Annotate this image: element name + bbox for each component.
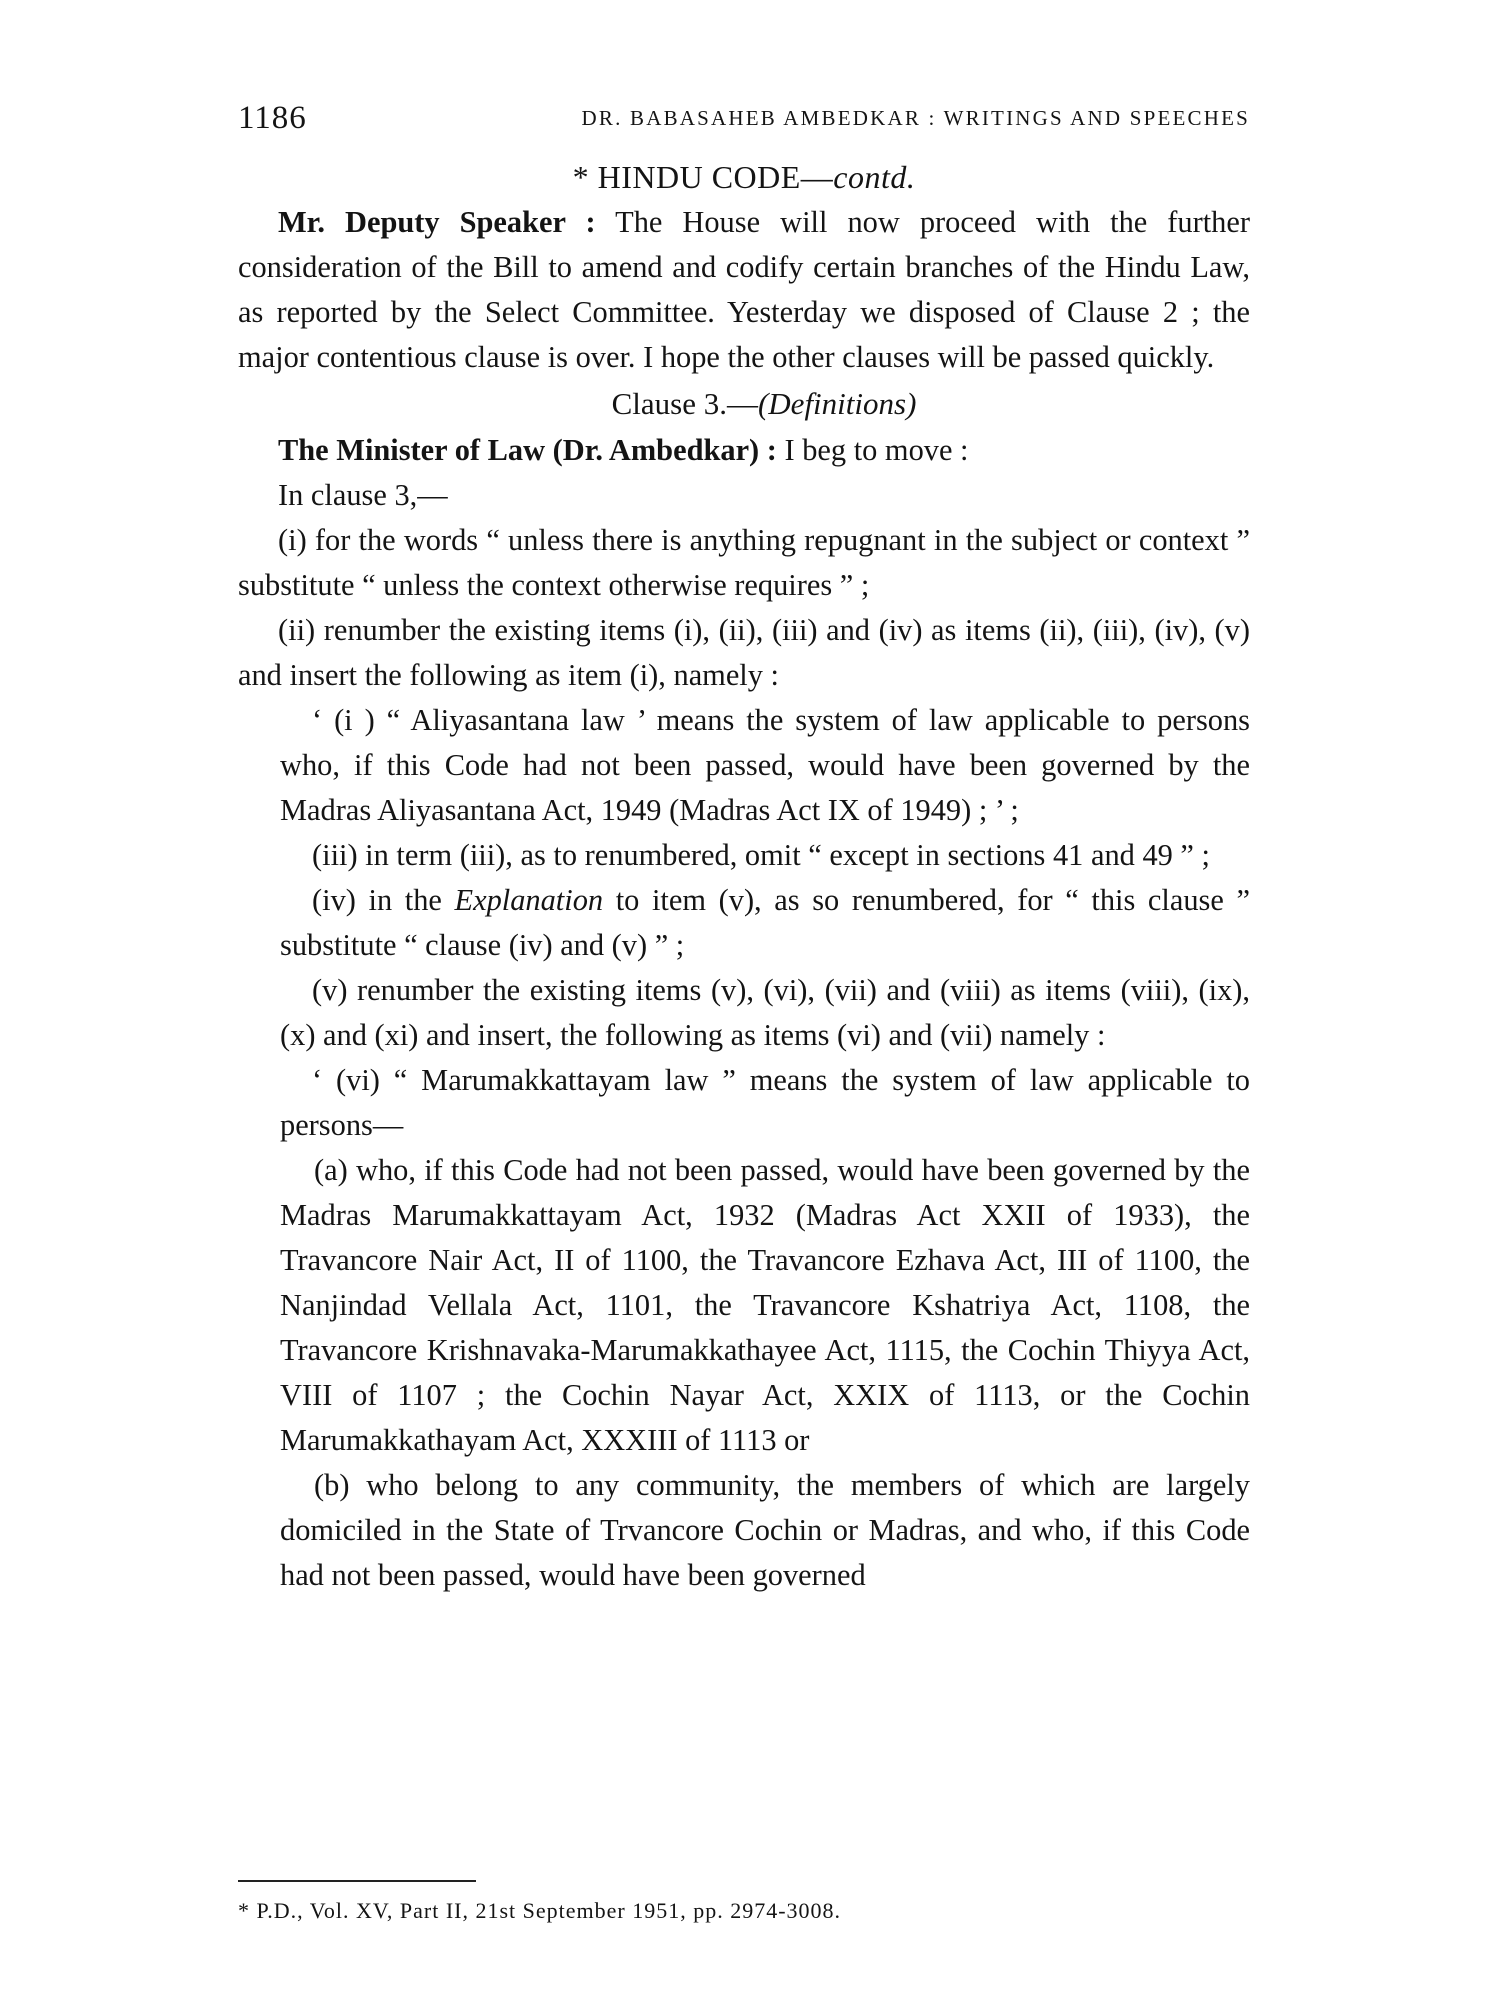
amendment-item-iv: [280, 878, 1250, 968]
minister-paragraph: [238, 428, 1250, 473]
item-iv-explanation: Explanation: [454, 883, 604, 917]
subclause-b: (b) who belong to any community, the members of which are largely domiciled in the State of Trvancore Cochin or Madras, and who, if this Code had not been passed, would have been governed: [280, 1468, 1250, 1592]
amendment-item-i: (i) for the words “ unless there is anything repugnant in the subject or context ” substitute “ unless the context otherwise requires ” ;: [238, 523, 1250, 602]
running-title: DR. BABASAHEB AMBEDKAR : WRITINGS AND SPEECHES: [581, 106, 1250, 130]
amendment-item-ii: (ii) renumber the existing items (i), (ii), (iii) and (iv) as items (ii), (iii), (iv), (v) and insert the following as item (i), namely :: [238, 613, 1250, 692]
speaker-name: The Minister of Law (Dr. Ambedkar) :: [278, 433, 777, 467]
clause-heading-text: Clause 3.—: [611, 386, 758, 421]
page-body: [238, 90, 1250, 1598]
clause-heading: [238, 380, 1250, 428]
quoted-definition-marumakkattayam: ‘ (vi) “ Marumakkattayam law ” means the system of law applicable to persons—: [280, 1063, 1250, 1142]
section-title-contd: contd.: [833, 159, 916, 195]
footnote-rule: [238, 1880, 476, 1882]
speech-text: I beg to move :: [776, 433, 969, 467]
subclause-a: (a) who, if this Code had not been passed, would have been governed by the Madras Marumakkattayam Act, 1932 (Madras Act XXII of 1933), the Travancore Nair Act, II of 1100, the Travancore Ezhava Act, III of 1100, the Nanjindad Vellala Act, 1101, the Travancore Kshatriya Act, 1108, the Travancore Krishnavaka-Marumakkathayee Act, 1115, the Cochin Thiyya Act, VIII of 1107 ; the Cochin Nayar Act, XXIX of 1113, or the Cochin Marumakkathayam Act, XXXIII of 1113 or: [280, 1153, 1250, 1457]
amendment-item-iii: (iii) in term (iii), as to renumbered, omit “ except in sections 41 and 49 ” ;: [312, 838, 1210, 872]
page-number: 1186: [238, 100, 307, 136]
footnote: * P.D., Vol. XV, Part II, 21st September 1951, pp. 2974-3008.: [238, 1898, 842, 1923]
quoted-definition-aliyasantana: ‘ (i ) “ Aliyasantana law ’ means the system of law applicable to persons who, if this Code had not been passed, would have been governed by the Madras Aliyasantana Act, 1949 (Madras Act IX of 1949) ; ’ ;: [280, 703, 1250, 827]
running-head: [238, 90, 1250, 148]
section-title-text: * HINDU CODE—: [572, 159, 834, 195]
deputy-speaker-paragraph: [238, 200, 1250, 380]
speech-text: The House will now proceed with the further consideration of the Bill to amend and codify certain branches of the Hindu Law, as reported by the Select Committee. Yesterday we disposed of Clause 2 ; the major contentious clause is over. I hope the other clauses will be passed quickly.: [238, 205, 1250, 374]
speaker-name: Mr. Deputy Speaker :: [278, 205, 596, 239]
section-title: [238, 154, 1250, 200]
item-iv-text-post: to item (v), as so renumbered, for “ this clause ” substitute “ clause (iv) and (v) ” ;: [280, 883, 1250, 962]
amendment-item-v: (v) renumber the existing items (v), (vi), (vii) and (viii) as items (viii), (ix), (x) and (xi) and insert, the following as items (vi) and (vii) namely :: [280, 973, 1250, 1052]
item-iv-text-pre: (iv) in the: [312, 883, 455, 917]
clause-heading-definitions: (Definitions): [757, 386, 917, 421]
clause-intro: In clause 3,—: [278, 478, 448, 512]
